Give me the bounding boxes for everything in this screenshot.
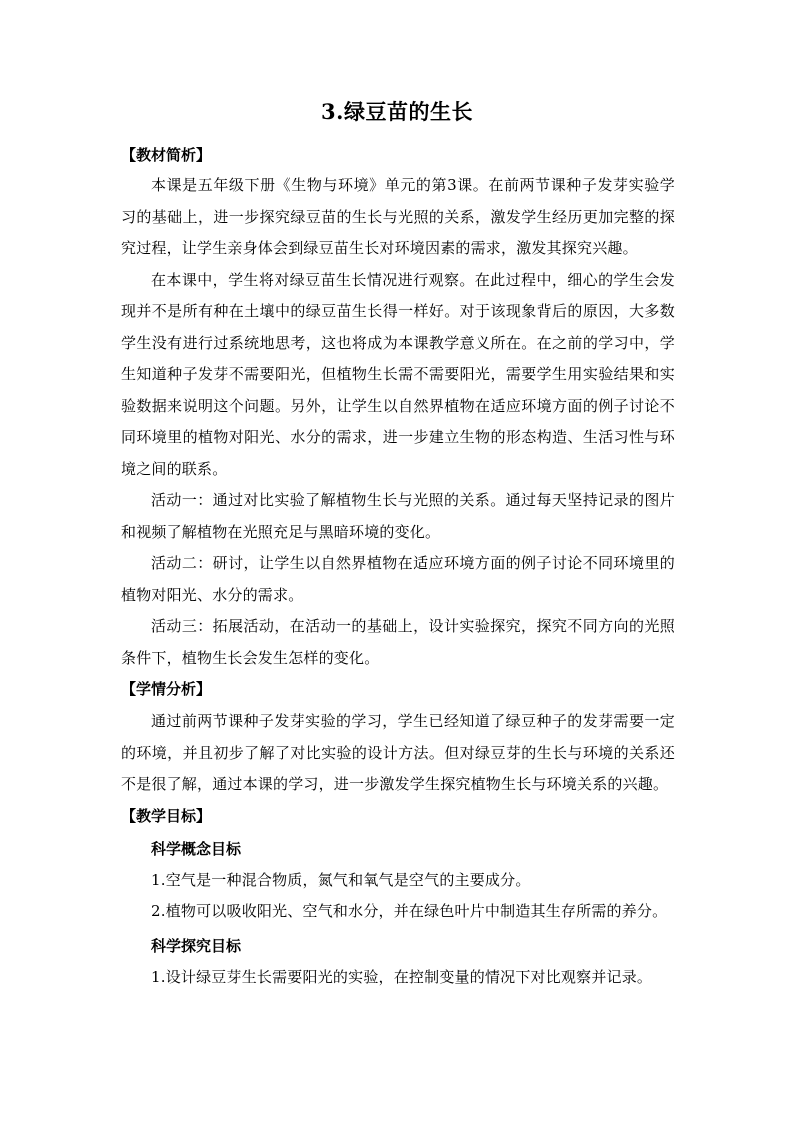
paragraph: 本课是五年级下册《生物与环境》单元的第3课。在前两节课种子发芽实验学习的基础上，进一步探究绿豆苗的生长与光照的关系，激发学生经历更加完整的探究过程，让学生亲身体会到绿豆苗生长对环境因素的需求，激发其探究兴趣。 — [121, 176, 675, 257]
section-teaching-goals — [121, 801, 675, 994]
section-heading: 【教学目标】 — [121, 806, 212, 825]
document-body — [121, 140, 675, 993]
section-heading: 【教材简析】 — [121, 146, 212, 164]
paragraph: 活动一：通过对比实验了解植物生长与光照的关系。通过每天坚持记录的图片和视频了解植物在光照充足与黑暗环境的变化。 — [121, 491, 675, 541]
subsection-science-inquiry — [121, 931, 675, 994]
paragraph: 在本课中，学生将对绿豆苗生长情况进行观察。在此过程中，细心的学生会发现并不是所有种在土壤中的绿豆苗生长得一样好。对于该现象背后的原因，大多数学生没有进行过系统地思考，这也将成为本课教学意义所在。在之前的学习中，学生知道种子发芽不需要阳光，但植物生长需不需要阳光，需要学生用实验结果和实验数据来说明这个问题。另外，让学生以自然界植物在适应环境方面的例子讨论不同环境里的植物对阳光、水分的需求，进一步建立生物的形态构造、生活习性与环境之间的联系。 — [121, 270, 675, 478]
page-title: 3.绿豆苗的生长 — [321, 99, 473, 124]
list-item: 2.植物可以吸收阳光、空气和水分，并在绿色叶片中制造其生存所需的养分。 — [151, 902, 668, 920]
paragraph: 活动三：拓展活动，在活动一的基础上，设计实验探究，探究不同方向的光照条件下，植物生长会发生怎样的变化。 — [121, 617, 675, 667]
paragraph: 通过前两节课种子发芽实验的学习，学生已经知道了绿豆种子的发芽需要一定的环境，并且初步了解了对比实验的设计方法。但对绿豆芽的生长与环境的关系还不是很了解，通过本课的学习，进一步激发学生探究植物生长与环境关系的兴趣。 — [121, 712, 675, 793]
subsection-heading: 科学概念目标 — [151, 839, 242, 858]
subsection-heading: 科学探究目标 — [151, 936, 242, 955]
paragraph: 活动二：研讨，让学生以自然界植物在适应环境方面的例子讨论不同环境里的植物对阳光、水分的需求。 — [121, 554, 675, 604]
section-student-analysis — [121, 674, 675, 801]
list-item: 1.设计绿豆芽生长需要阳光的实验，在控制变量的情况下对比观察并记录。 — [151, 967, 653, 986]
list-item: 1.空气是一种混合物质，氮气和氧气是空气的主要成分。 — [151, 870, 531, 889]
subsection-science-concepts — [121, 834, 675, 928]
section-heading: 【学情分析】 — [121, 680, 212, 698]
section-textbook-analysis — [121, 140, 675, 674]
